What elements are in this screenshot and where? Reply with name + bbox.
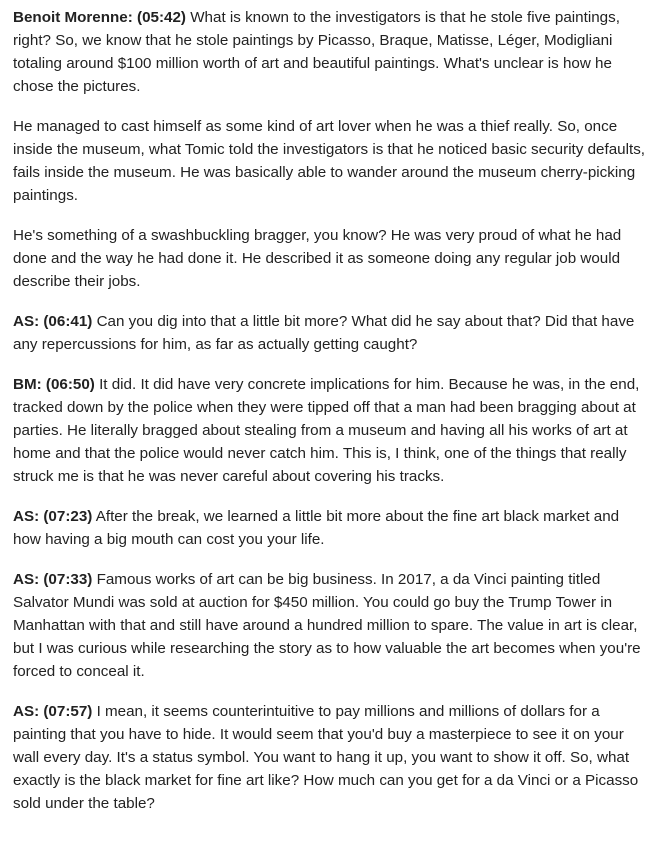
transcript-paragraph	[13, 700, 651, 815]
transcript-paragraph	[13, 373, 651, 488]
transcript-paragraph	[13, 6, 651, 98]
transcript-paragraph	[13, 568, 651, 683]
speaker-label: AS: (07:33)	[13, 571, 93, 588]
paragraph-text: After the break, we learned a little bit more about the fine art black market and how having a big mouth can cost you your life.	[13, 508, 620, 548]
transcript-paragraph	[13, 505, 651, 551]
paragraph-text: Famous works of art can be big business. In 2017, a da Vinci painting titled Salvator Mundi was sold at auction for $450 million. You could go buy the Trump Tower in Manhattan with that and still have around a hundred million to spare. The value in art is clear, but I was curious while researching the story as to how valuable the art becomes when you're forced to conceal it.	[13, 571, 641, 680]
paragraph-text: He's something of a swashbuckling bragger, you know? He was very proud of what he had done and the way he had done it. He described it as someone doing any regular job would describe their jobs.	[13, 227, 622, 290]
speaker-label: Benoit Morenne: (05:42)	[13, 9, 186, 26]
speaker-label: AS: (06:41)	[13, 313, 93, 330]
speaker-label: AS: (07:23)	[13, 508, 93, 525]
paragraph-text: He managed to cast himself as some kind of art lover when he was a thief really. So, once inside the museum, what Tomic told the investigators is that he noticed basic security defaults, fails inside the museum. He was basically able to wander around the museum cherry-picking paintings.	[13, 118, 646, 204]
paragraph-text: What is known to the investigators is that he stole five paintings, right? So, we know that he stole paintings by Picasso, Braque, Matisse, Léger, Modigliani totaling around $100 million worth of art and beautiful paintings. What's unclear is how he chose the pictures.	[13, 9, 620, 95]
speaker-label: AS: (07:57)	[13, 703, 93, 720]
transcript-paragraph	[13, 310, 651, 356]
paragraph-text: I mean, it seems counterintuitive to pay millions and millions of dollars for a painting that you have to hide. It would seem that you'd buy a masterpiece to see it on your wall every day. It's a status symbol. You want to hang it up, you want to show it off. So, what exactly is the black market for fine art like? How much can you get for a da Vinci or a Picasso sold under the table?	[13, 703, 639, 812]
transcript-paragraph	[13, 115, 651, 207]
speaker-label: BM: (06:50)	[13, 376, 95, 393]
transcript-paragraph	[13, 224, 651, 293]
transcript	[13, 6, 651, 815]
paragraph-text: Can you dig into that a little bit more? What did he say about that? Did that have any repercussions for him, as far as actually getting caught?	[13, 313, 635, 353]
paragraph-text: It did. It did have very concrete implications for him. Because he was, in the end, tracked down by the police when they were tipped off that a man had been bragging about at parties. He literally bragged about stealing from a museum and having all his works of art at home and that the police would never catch him. This is, I think, one of the things that really struck me is that he was never careful about covering his tracks.	[13, 376, 640, 485]
